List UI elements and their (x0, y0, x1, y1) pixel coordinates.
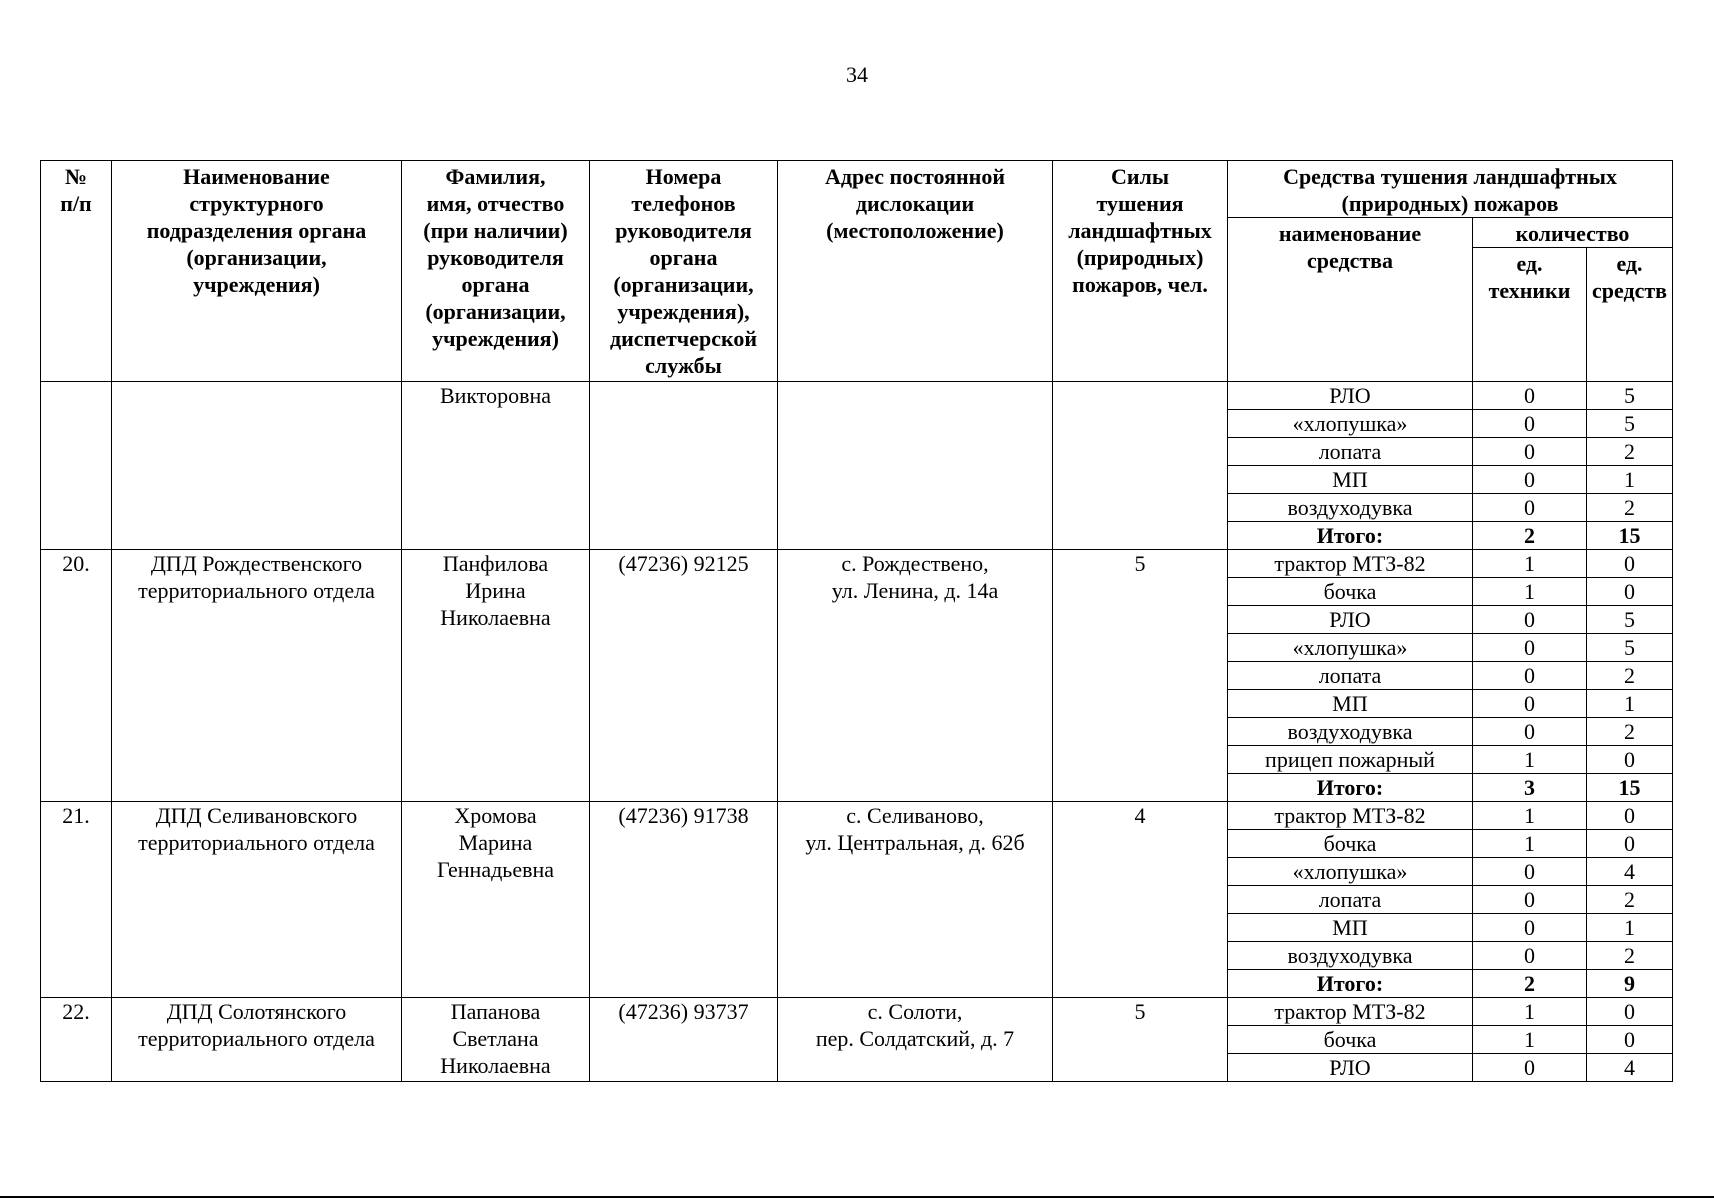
units-means-value: 1 (1587, 914, 1673, 942)
units-equipment-value: 0 (1473, 942, 1587, 970)
table-row (41, 550, 1673, 578)
units-means-value: 0 (1587, 1026, 1673, 1054)
row-unit (112, 382, 402, 550)
units-means-value: 4 (1587, 858, 1673, 886)
means-name: воздуходувка (1228, 718, 1473, 746)
row-phone: (47236) 93737 (590, 998, 778, 1082)
units-equipment-value: 0 (1473, 382, 1587, 410)
means-name: РЛО (1228, 1054, 1473, 1082)
units-means-value: 0 (1587, 578, 1673, 606)
row-head: Викторовна (402, 382, 590, 550)
row-num (41, 382, 112, 550)
units-means-value: 1 (1587, 690, 1673, 718)
header-address: Адрес постоянной дислокации (местоположение) (778, 161, 1053, 382)
table-row (41, 802, 1673, 830)
units-equipment-value: 0 (1473, 886, 1587, 914)
units-means-value: 5 (1587, 410, 1673, 438)
header-quantity: количество (1473, 218, 1673, 248)
units-equipment-value: 0 (1473, 718, 1587, 746)
units-means-value: 0 (1587, 550, 1673, 578)
units-means-value: 2 (1587, 438, 1673, 466)
units-equipment-value: 0 (1473, 410, 1587, 438)
means-name: МП (1228, 914, 1473, 942)
page-bottom-rule (0, 1196, 1714, 1198)
table-row (41, 998, 1673, 1026)
header-unit: Наименование структурного подразделения органа (организации, учреждения) (112, 161, 402, 382)
units-equipment-value: 0 (1473, 690, 1587, 718)
row-head: Папанова Светлана Николаевна (402, 998, 590, 1082)
row-unit: ДПД Солотянского территориального отдела (112, 998, 402, 1082)
units-equipment-value: 0 (1473, 634, 1587, 662)
units-equipment-value: 0 (1473, 914, 1587, 942)
units-equipment-value: 0 (1473, 858, 1587, 886)
row-num: 21. (41, 802, 112, 998)
means-name: «хлопушка» (1228, 634, 1473, 662)
units-means-value: 5 (1587, 606, 1673, 634)
units-means-value: 5 (1587, 634, 1673, 662)
row-forces: 4 (1053, 802, 1228, 998)
means-name: лопата (1228, 438, 1473, 466)
means-name: воздуходувка (1228, 494, 1473, 522)
means-name: Итого: (1228, 970, 1473, 998)
means-name: бочка (1228, 830, 1473, 858)
units-means-value: 1 (1587, 466, 1673, 494)
units-equipment-value: 1 (1473, 746, 1587, 774)
means-name: трактор МТЗ-82 (1228, 998, 1473, 1026)
units-equipment-value: 0 (1473, 438, 1587, 466)
means-name: трактор МТЗ-82 (1228, 802, 1473, 830)
means-name: лопата (1228, 886, 1473, 914)
units-equipment-value: 1 (1473, 578, 1587, 606)
table-body (41, 382, 1673, 1082)
units-means-value: 2 (1587, 886, 1673, 914)
row-address: с. Рождествено, ул. Ленина, д. 14а (778, 550, 1053, 802)
row-forces (1053, 382, 1228, 550)
row-num: 20. (41, 550, 112, 802)
row-address: с. Селиваново, ул. Центральная, д. 62б (778, 802, 1053, 998)
units-equipment-value: 1 (1473, 802, 1587, 830)
units-equipment-value: 2 (1473, 522, 1587, 550)
units-equipment-value: 1 (1473, 830, 1587, 858)
units-equipment-value: 2 (1473, 970, 1587, 998)
units-means-value: 2 (1587, 718, 1673, 746)
row-num: 22. (41, 998, 112, 1082)
row-address: с. Солоти, пер. Солдатский, д. 7 (778, 998, 1053, 1082)
means-name: бочка (1228, 1026, 1473, 1054)
units-means-value: 0 (1587, 998, 1673, 1026)
units-equipment-value: 0 (1473, 662, 1587, 690)
units-equipment-value: 3 (1473, 774, 1587, 802)
row-phone: (47236) 92125 (590, 550, 778, 802)
row-forces: 5 (1053, 550, 1228, 802)
header-head: Фамилия, имя, отчество (при наличии) руководителя органа (организации, учреждения) (402, 161, 590, 382)
means-name: прицеп пожарный (1228, 746, 1473, 774)
units-equipment-value: 0 (1473, 466, 1587, 494)
means-name: трактор МТЗ-82 (1228, 550, 1473, 578)
header-units-equipment: ед. техники (1473, 248, 1587, 382)
fire-means-table (40, 160, 1673, 1082)
row-unit: ДПД Рождественского территориального отдела (112, 550, 402, 802)
means-name: «хлопушка» (1228, 858, 1473, 886)
units-means-value: 0 (1587, 802, 1673, 830)
means-name: «хлопушка» (1228, 410, 1473, 438)
row-unit: ДПД Селивановского территориального отдела (112, 802, 402, 998)
units-equipment-value: 1 (1473, 550, 1587, 578)
units-means-value: 15 (1587, 774, 1673, 802)
units-equipment-value: 0 (1473, 1054, 1587, 1082)
row-phone: (47236) 91738 (590, 802, 778, 998)
units-equipment-value: 0 (1473, 606, 1587, 634)
page-number: 34 (846, 62, 868, 87)
means-name: лопата (1228, 662, 1473, 690)
units-means-value: 0 (1587, 746, 1673, 774)
header-units-means: ед. средств (1587, 248, 1673, 382)
row-head: Хромова Марина Геннадьевна (402, 802, 590, 998)
means-name: Итого: (1228, 522, 1473, 550)
units-means-value: 15 (1587, 522, 1673, 550)
units-means-value: 2 (1587, 942, 1673, 970)
row-phone (590, 382, 778, 550)
means-name: РЛО (1228, 382, 1473, 410)
row-address (778, 382, 1053, 550)
table-row (41, 382, 1673, 410)
means-name: РЛО (1228, 606, 1473, 634)
header-num: № п/п (41, 161, 112, 382)
units-means-value: 2 (1587, 494, 1673, 522)
means-name: Итого: (1228, 774, 1473, 802)
header-means-name: наименование средства (1228, 218, 1473, 382)
units-means-value: 4 (1587, 1054, 1673, 1082)
row-forces: 5 (1053, 998, 1228, 1082)
units-equipment-value: 0 (1473, 494, 1587, 522)
header-phones: Номера телефонов руководителя органа (организации, учреждения), диспетчерской службы (590, 161, 778, 382)
means-name: воздуходувка (1228, 942, 1473, 970)
means-name: МП (1228, 466, 1473, 494)
units-equipment-value: 1 (1473, 998, 1587, 1026)
means-name: МП (1228, 690, 1473, 718)
units-means-value: 9 (1587, 970, 1673, 998)
units-means-value: 2 (1587, 662, 1673, 690)
means-name: бочка (1228, 578, 1473, 606)
header-means: Средства тушения ландшафтных (природных) пожаров (1228, 161, 1673, 218)
units-means-value: 5 (1587, 382, 1673, 410)
row-head: Панфилова Ирина Николаевна (402, 550, 590, 802)
units-equipment-value: 1 (1473, 1026, 1587, 1054)
units-means-value: 0 (1587, 830, 1673, 858)
header-forces: Силы тушения ландшафтных (природных) пожаров, чел. (1053, 161, 1228, 382)
